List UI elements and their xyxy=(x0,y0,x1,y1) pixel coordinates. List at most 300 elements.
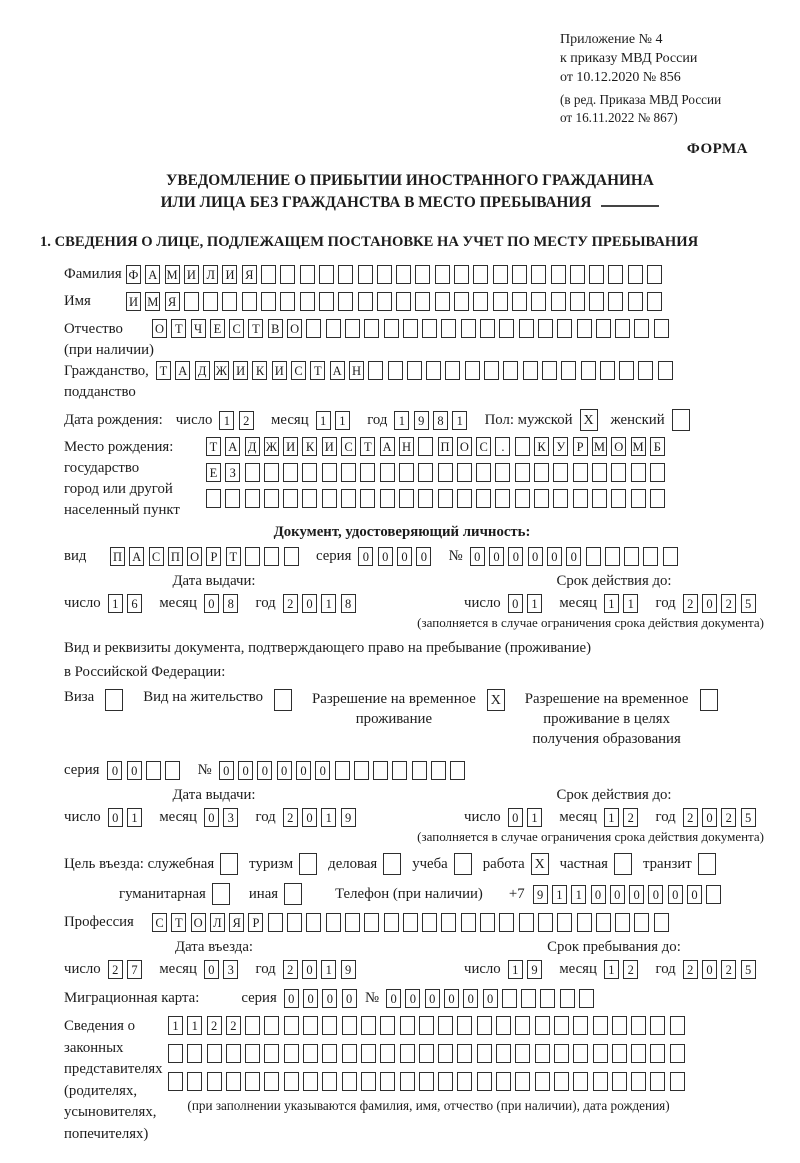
birth-place-row-2[interactable] xyxy=(206,463,669,482)
char-box[interactable] xyxy=(631,1016,646,1035)
char-box[interactable]: М xyxy=(592,437,607,456)
char-box[interactable] xyxy=(577,319,592,338)
char-box[interactable] xyxy=(361,1016,376,1035)
char-box[interactable] xyxy=(373,761,388,780)
char-box[interactable]: М xyxy=(145,292,160,311)
char-box[interactable]: С xyxy=(229,319,244,338)
char-box[interactable]: 1 xyxy=(571,885,586,904)
char-box[interactable] xyxy=(264,1016,279,1035)
char-box[interactable]: 0 xyxy=(378,547,393,566)
char-box[interactable] xyxy=(589,292,604,311)
char-box[interactable] xyxy=(611,489,626,508)
char-box[interactable] xyxy=(284,1072,299,1091)
identity-expiry-day-boxes[interactable] xyxy=(508,594,547,613)
char-box[interactable]: О xyxy=(187,547,202,566)
char-box[interactable] xyxy=(615,319,630,338)
char-box[interactable] xyxy=(384,319,399,338)
birth-month-boxes[interactable] xyxy=(316,411,355,430)
char-box[interactable] xyxy=(534,463,549,482)
char-box[interactable] xyxy=(499,913,514,932)
patronymic-boxes[interactable] xyxy=(152,319,673,338)
char-box[interactable] xyxy=(554,1044,569,1063)
char-box[interactable] xyxy=(445,361,460,380)
residence-issue-year-boxes[interactable] xyxy=(283,808,360,827)
char-box[interactable] xyxy=(361,1044,376,1063)
char-box[interactable] xyxy=(570,265,585,284)
char-box[interactable] xyxy=(284,1044,299,1063)
birth-year-boxes[interactable] xyxy=(394,411,471,430)
char-box[interactable] xyxy=(450,761,465,780)
char-box[interactable]: П xyxy=(438,437,453,456)
char-box[interactable] xyxy=(418,463,433,482)
char-box[interactable] xyxy=(573,463,588,482)
char-box[interactable] xyxy=(605,547,620,566)
char-box[interactable] xyxy=(502,989,517,1008)
char-box[interactable]: 0 xyxy=(397,547,412,566)
char-box[interactable]: 0 xyxy=(302,594,317,613)
char-box[interactable] xyxy=(168,1072,183,1091)
char-box[interactable]: 0 xyxy=(315,761,330,780)
char-box[interactable] xyxy=(551,292,566,311)
char-box[interactable]: 0 xyxy=(668,885,683,904)
char-box[interactable] xyxy=(438,1016,453,1035)
char-box[interactable] xyxy=(592,489,607,508)
char-box[interactable] xyxy=(634,319,649,338)
char-box[interactable] xyxy=(476,489,491,508)
char-box[interactable] xyxy=(573,489,588,508)
char-box[interactable] xyxy=(586,547,601,566)
char-box[interactable] xyxy=(358,292,373,311)
char-box[interactable]: С xyxy=(291,361,306,380)
char-box[interactable] xyxy=(431,761,446,780)
char-box[interactable] xyxy=(650,463,665,482)
char-box[interactable] xyxy=(392,761,407,780)
char-box[interactable]: 2 xyxy=(683,960,698,979)
char-box[interactable] xyxy=(515,1044,530,1063)
char-box[interactable] xyxy=(403,913,418,932)
char-box[interactable]: 5 xyxy=(741,960,756,979)
char-box[interactable]: 3 xyxy=(223,960,238,979)
char-box[interactable]: 0 xyxy=(107,761,122,780)
char-box[interactable] xyxy=(435,292,450,311)
char-box[interactable] xyxy=(515,1016,530,1035)
char-box[interactable] xyxy=(264,463,279,482)
char-box[interactable]: 0 xyxy=(296,761,311,780)
char-box[interactable] xyxy=(419,1016,434,1035)
char-box[interactable]: 2 xyxy=(207,1016,222,1035)
char-box[interactable] xyxy=(634,913,649,932)
char-box[interactable]: А xyxy=(129,547,144,566)
char-box[interactable] xyxy=(426,361,441,380)
char-box[interactable] xyxy=(523,361,538,380)
char-box[interactable]: А xyxy=(225,437,240,456)
char-box[interactable]: 1 xyxy=(127,808,142,827)
stay-year-boxes[interactable] xyxy=(683,960,760,979)
char-box[interactable] xyxy=(302,463,317,482)
official-checkbox[interactable] xyxy=(220,853,238,875)
char-box[interactable]: С xyxy=(149,547,164,566)
char-box[interactable]: П xyxy=(110,547,125,566)
char-box[interactable] xyxy=(457,1016,472,1035)
temp-permit-checkbox[interactable]: X xyxy=(487,689,505,711)
char-box[interactable]: 9 xyxy=(527,960,542,979)
char-box[interactable]: 1 xyxy=(508,960,523,979)
char-box[interactable]: 1 xyxy=(394,411,409,430)
char-box[interactable] xyxy=(206,489,221,508)
char-box[interactable] xyxy=(264,1072,279,1091)
residence-expiry-day-boxes[interactable] xyxy=(508,808,547,827)
char-box[interactable]: 0 xyxy=(277,761,292,780)
char-box[interactable]: 0 xyxy=(303,989,318,1008)
char-box[interactable]: 1 xyxy=(335,411,350,430)
char-box[interactable] xyxy=(608,292,623,311)
guardians-row-2[interactable] xyxy=(168,1044,689,1063)
char-box[interactable]: Н xyxy=(399,437,414,456)
char-box[interactable]: И xyxy=(272,361,287,380)
char-box[interactable] xyxy=(650,489,665,508)
char-box[interactable]: 1 xyxy=(604,594,619,613)
char-box[interactable] xyxy=(245,1016,260,1035)
char-box[interactable] xyxy=(503,361,518,380)
migration-series-boxes[interactable] xyxy=(284,989,361,1008)
identity-issue-month-boxes[interactable] xyxy=(204,594,243,613)
char-box[interactable]: 1 xyxy=(316,411,331,430)
char-box[interactable]: 0 xyxy=(610,885,625,904)
char-box[interactable] xyxy=(415,265,430,284)
char-box[interactable] xyxy=(480,319,495,338)
other-checkbox[interactable] xyxy=(284,883,302,905)
residence-permit-checkbox[interactable] xyxy=(274,689,292,711)
char-box[interactable]: И xyxy=(126,292,141,311)
char-box[interactable]: 0 xyxy=(358,547,373,566)
residence-expiry-month-boxes[interactable] xyxy=(604,808,643,827)
char-box[interactable] xyxy=(535,1016,550,1035)
char-box[interactable] xyxy=(438,489,453,508)
char-box[interactable] xyxy=(422,319,437,338)
char-box[interactable]: У xyxy=(553,437,568,456)
char-box[interactable] xyxy=(638,361,653,380)
char-box[interactable]: А xyxy=(145,265,160,284)
char-box[interactable] xyxy=(650,1072,665,1091)
char-box[interactable] xyxy=(531,292,546,311)
char-box[interactable]: М xyxy=(631,437,646,456)
char-box[interactable]: 0 xyxy=(566,547,581,566)
char-box[interactable]: 0 xyxy=(508,594,523,613)
char-box[interactable] xyxy=(554,1016,569,1035)
char-box[interactable]: 1 xyxy=(321,594,336,613)
char-box[interactable] xyxy=(187,1072,202,1091)
char-box[interactable] xyxy=(400,1072,415,1091)
char-box[interactable]: 2 xyxy=(721,960,736,979)
char-box[interactable] xyxy=(457,1044,472,1063)
char-box[interactable] xyxy=(377,292,392,311)
char-box[interactable]: 9 xyxy=(533,885,548,904)
char-box[interactable] xyxy=(619,361,634,380)
char-box[interactable] xyxy=(628,292,643,311)
char-box[interactable] xyxy=(322,1016,337,1035)
char-box[interactable] xyxy=(184,292,199,311)
char-box[interactable]: 0 xyxy=(257,761,272,780)
char-box[interactable]: 0 xyxy=(302,808,317,827)
char-box[interactable]: 5 xyxy=(741,594,756,613)
char-box[interactable] xyxy=(415,292,430,311)
char-box[interactable] xyxy=(658,361,673,380)
identity-number-boxes[interactable] xyxy=(470,547,682,566)
citizenship-boxes[interactable] xyxy=(156,361,677,380)
char-box[interactable]: 1 xyxy=(219,411,234,430)
char-box[interactable] xyxy=(377,265,392,284)
char-box[interactable]: А xyxy=(380,437,395,456)
char-box[interactable] xyxy=(654,319,669,338)
char-box[interactable] xyxy=(306,913,321,932)
phone-boxes[interactable] xyxy=(533,885,726,904)
char-box[interactable] xyxy=(264,489,279,508)
char-box[interactable]: 5 xyxy=(741,808,756,827)
char-box[interactable] xyxy=(303,1044,318,1063)
char-box[interactable]: 0 xyxy=(342,989,357,1008)
char-box[interactable] xyxy=(146,761,161,780)
char-box[interactable] xyxy=(535,1072,550,1091)
char-box[interactable] xyxy=(338,292,353,311)
char-box[interactable] xyxy=(706,885,721,904)
char-box[interactable] xyxy=(342,1016,357,1035)
char-box[interactable]: Я xyxy=(229,913,244,932)
char-box[interactable] xyxy=(457,463,472,482)
char-box[interactable] xyxy=(647,292,662,311)
humanitarian-checkbox[interactable] xyxy=(212,883,230,905)
migration-number-boxes[interactable] xyxy=(386,989,598,1008)
edu-permit-checkbox[interactable] xyxy=(700,689,718,711)
char-box[interactable] xyxy=(438,463,453,482)
char-box[interactable] xyxy=(570,292,585,311)
char-box[interactable]: 1 xyxy=(527,808,542,827)
char-box[interactable] xyxy=(512,292,527,311)
char-box[interactable] xyxy=(540,989,555,1008)
stay-month-boxes[interactable] xyxy=(604,960,643,979)
char-box[interactable] xyxy=(476,463,491,482)
char-box[interactable]: В xyxy=(268,319,283,338)
char-box[interactable] xyxy=(496,1016,511,1035)
char-box[interactable]: 2 xyxy=(226,1016,241,1035)
char-box[interactable] xyxy=(261,265,276,284)
char-box[interactable] xyxy=(412,761,427,780)
entry-month-boxes[interactable] xyxy=(204,960,243,979)
char-box[interactable] xyxy=(521,989,536,1008)
char-box[interactable] xyxy=(384,913,399,932)
char-box[interactable] xyxy=(264,547,279,566)
char-box[interactable] xyxy=(418,437,433,456)
char-box[interactable]: 8 xyxy=(433,411,448,430)
entry-day-boxes[interactable] xyxy=(108,960,147,979)
char-box[interactable]: 2 xyxy=(239,411,254,430)
char-box[interactable] xyxy=(589,265,604,284)
char-box[interactable]: Р xyxy=(206,547,221,566)
char-box[interactable] xyxy=(358,265,373,284)
char-box[interactable] xyxy=(380,1072,395,1091)
char-box[interactable]: 0 xyxy=(489,547,504,566)
male-checkbox[interactable]: X xyxy=(580,409,598,431)
char-box[interactable] xyxy=(581,361,596,380)
char-box[interactable]: 9 xyxy=(341,960,356,979)
char-box[interactable]: Ж xyxy=(264,437,279,456)
char-box[interactable] xyxy=(593,1044,608,1063)
char-box[interactable]: 0 xyxy=(302,960,317,979)
char-box[interactable]: 2 xyxy=(283,960,298,979)
char-box[interactable] xyxy=(531,265,546,284)
female-checkbox[interactable] xyxy=(672,409,690,431)
given-name-boxes[interactable] xyxy=(126,292,666,311)
char-box[interactable] xyxy=(407,361,422,380)
char-box[interactable] xyxy=(264,1044,279,1063)
char-box[interactable] xyxy=(454,265,469,284)
char-box[interactable] xyxy=(600,361,615,380)
char-box[interactable]: Е xyxy=(210,319,225,338)
char-box[interactable] xyxy=(454,292,469,311)
char-box[interactable] xyxy=(477,1016,492,1035)
char-box[interactable] xyxy=(579,989,594,1008)
char-box[interactable]: 0 xyxy=(204,808,219,827)
char-box[interactable] xyxy=(577,913,592,932)
char-box[interactable]: 0 xyxy=(219,761,234,780)
char-box[interactable]: 1 xyxy=(321,808,336,827)
char-box[interactable]: Т xyxy=(248,319,263,338)
char-box[interactable] xyxy=(422,913,437,932)
char-box[interactable] xyxy=(207,1072,222,1091)
char-box[interactable] xyxy=(612,1016,627,1035)
char-box[interactable]: О xyxy=(287,319,302,338)
char-box[interactable]: 2 xyxy=(683,594,698,613)
char-box[interactable]: А xyxy=(175,361,190,380)
char-box[interactable] xyxy=(268,913,283,932)
guardians-row-3[interactable] xyxy=(168,1072,689,1091)
char-box[interactable] xyxy=(345,319,360,338)
char-box[interactable] xyxy=(457,1072,472,1091)
char-box[interactable] xyxy=(473,292,488,311)
char-box[interactable] xyxy=(461,319,476,338)
char-box[interactable] xyxy=(335,761,350,780)
char-box[interactable] xyxy=(650,1044,665,1063)
char-box[interactable] xyxy=(368,361,383,380)
char-box[interactable]: 1 xyxy=(108,594,123,613)
char-box[interactable]: Б xyxy=(650,437,665,456)
char-box[interactable] xyxy=(165,761,180,780)
residence-issue-day-boxes[interactable] xyxy=(108,808,147,827)
stay-day-boxes[interactable] xyxy=(508,960,547,979)
char-box[interactable]: 2 xyxy=(283,808,298,827)
char-box[interactable]: А xyxy=(330,361,345,380)
char-box[interactable]: 0 xyxy=(547,547,562,566)
char-box[interactable] xyxy=(302,489,317,508)
char-box[interactable] xyxy=(326,913,341,932)
char-box[interactable] xyxy=(396,265,411,284)
char-box[interactable] xyxy=(284,547,299,566)
char-box[interactable] xyxy=(631,1072,646,1091)
char-box[interactable] xyxy=(650,1016,665,1035)
char-box[interactable]: 2 xyxy=(283,594,298,613)
char-box[interactable] xyxy=(438,1044,453,1063)
char-box[interactable] xyxy=(345,913,360,932)
char-box[interactable] xyxy=(615,913,630,932)
identity-issue-day-boxes[interactable] xyxy=(108,594,147,613)
char-box[interactable]: Т xyxy=(310,361,325,380)
char-box[interactable]: 0 xyxy=(127,761,142,780)
char-box[interactable] xyxy=(187,1044,202,1063)
char-box[interactable]: 1 xyxy=(527,594,542,613)
char-box[interactable]: 1 xyxy=(187,1016,202,1035)
char-box[interactable]: 0 xyxy=(591,885,606,904)
char-box[interactable] xyxy=(322,489,337,508)
char-box[interactable] xyxy=(515,489,530,508)
char-box[interactable] xyxy=(354,761,369,780)
char-box[interactable] xyxy=(496,1072,511,1091)
char-box[interactable] xyxy=(403,319,418,338)
char-box[interactable] xyxy=(364,319,379,338)
char-box[interactable]: 0 xyxy=(108,808,123,827)
char-box[interactable] xyxy=(515,437,530,456)
residence-number-boxes[interactable] xyxy=(219,761,470,780)
char-box[interactable] xyxy=(399,463,414,482)
char-box[interactable] xyxy=(515,463,530,482)
char-box[interactable] xyxy=(338,265,353,284)
char-box[interactable]: 0 xyxy=(425,989,440,1008)
char-box[interactable]: 1 xyxy=(604,960,619,979)
char-box[interactable] xyxy=(300,292,315,311)
char-box[interactable]: К xyxy=(534,437,549,456)
char-box[interactable] xyxy=(611,463,626,482)
char-box[interactable]: 1 xyxy=(623,594,638,613)
char-box[interactable] xyxy=(557,913,572,932)
char-box[interactable]: 0 xyxy=(463,989,478,1008)
char-box[interactable]: 0 xyxy=(648,885,663,904)
char-box[interactable] xyxy=(519,319,534,338)
char-box[interactable] xyxy=(364,913,379,932)
char-box[interactable] xyxy=(631,463,646,482)
char-box[interactable] xyxy=(287,913,302,932)
char-box[interactable] xyxy=(477,1044,492,1063)
char-box[interactable]: 0 xyxy=(702,960,717,979)
study-checkbox[interactable] xyxy=(454,853,472,875)
char-box[interactable] xyxy=(596,913,611,932)
char-box[interactable]: Р xyxy=(573,437,588,456)
char-box[interactable]: 2 xyxy=(721,594,736,613)
guardians-row-1[interactable] xyxy=(168,1016,689,1035)
char-box[interactable] xyxy=(380,463,395,482)
char-box[interactable] xyxy=(553,489,568,508)
char-box[interactable] xyxy=(465,361,480,380)
char-box[interactable]: Д xyxy=(245,437,260,456)
char-box[interactable]: С xyxy=(476,437,491,456)
char-box[interactable] xyxy=(480,913,495,932)
char-box[interactable]: 8 xyxy=(341,594,356,613)
birth-place-row-1[interactable] xyxy=(206,437,669,456)
char-box[interactable]: И xyxy=(233,361,248,380)
char-box[interactable] xyxy=(245,547,260,566)
char-box[interactable]: 0 xyxy=(322,989,337,1008)
char-box[interactable]: 0 xyxy=(470,547,485,566)
char-box[interactable] xyxy=(380,1016,395,1035)
identity-expiry-month-boxes[interactable] xyxy=(604,594,643,613)
char-box[interactable] xyxy=(242,292,257,311)
char-box[interactable] xyxy=(670,1016,685,1035)
char-box[interactable] xyxy=(612,1044,627,1063)
char-box[interactable] xyxy=(551,265,566,284)
char-box[interactable] xyxy=(380,489,395,508)
char-box[interactable]: К xyxy=(302,437,317,456)
char-box[interactable] xyxy=(226,1072,241,1091)
char-box[interactable]: К xyxy=(252,361,267,380)
residence-series-boxes[interactable] xyxy=(107,761,184,780)
identity-expiry-year-boxes[interactable] xyxy=(683,594,760,613)
